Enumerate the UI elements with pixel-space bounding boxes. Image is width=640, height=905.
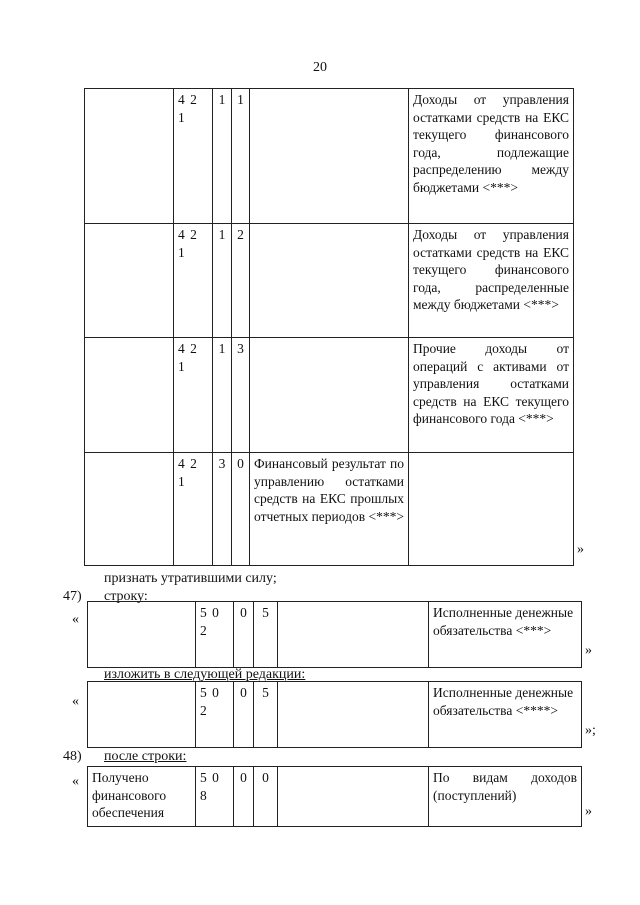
table-row <box>85 224 574 338</box>
table-cell-code-2: 1 <box>213 338 232 453</box>
table-cell-name <box>250 89 409 224</box>
table-cell-code: 4 2 1 <box>174 338 213 453</box>
close-quote: » <box>585 804 592 819</box>
table-cell-code-3: 1 <box>232 89 250 224</box>
table-cell-code-2: 0 <box>234 602 254 668</box>
table-cell-code-2: 1 <box>213 89 232 224</box>
item-47-number: 47) <box>63 589 82 604</box>
table-cell-name <box>250 338 409 453</box>
state-as-text: изложить в следующей редакции: <box>104 667 306 682</box>
table-cell-code-3: 3 <box>232 338 250 453</box>
table-row <box>88 767 582 827</box>
table-cell-first <box>88 682 196 748</box>
close-quote: » <box>585 643 592 658</box>
row-48-table <box>87 766 582 827</box>
table-cell-first <box>85 453 174 566</box>
table-row <box>88 602 582 668</box>
table-cell-code: 4 2 1 <box>174 453 213 566</box>
table-cell-desc: Прочие доходы от операций с активами от управления остатками средств на ЕКС текущего финансового года <***> <box>409 338 574 453</box>
table-cell-desc: Доходы от управления остатками средств на ЕКС текущего финансового года, подлежащие распределению между бюджетами <***> <box>409 89 574 224</box>
table-cell-name: Финансовый результат по управлению остатками средств на ЕКС прошлых отчетных периодов <***> <box>250 453 409 566</box>
row-47-new-table <box>87 681 582 748</box>
table-cell-first <box>85 89 174 224</box>
open-quote: « <box>72 774 79 789</box>
table-cell-code-3: 0 <box>232 453 250 566</box>
item-48-number: 48) <box>63 749 82 764</box>
table-cell-desc <box>409 453 574 566</box>
table-cell-first: Получено финансового обеспечения <box>88 767 196 827</box>
table-cell-code-3: 5 <box>254 602 278 668</box>
open-quote: « <box>72 612 79 627</box>
table-cell-name <box>278 767 429 827</box>
table-cell-desc: Исполненные денежные обязательства <****> <box>429 682 582 748</box>
table-cell-code: 4 2 1 <box>174 224 213 338</box>
table-cell-desc: Исполненные денежные обязательства <***> <box>429 602 582 668</box>
table-cell-first <box>85 338 174 453</box>
table-cell-code-3: 5 <box>254 682 278 748</box>
close-quote: »; <box>585 723 596 738</box>
table-row <box>88 682 582 748</box>
table-cell-code-2: 3 <box>213 453 232 566</box>
table-cell-code: 5 0 2 <box>196 682 234 748</box>
table-cell-desc: По видам доходов (поступлений) <box>429 767 582 827</box>
table-cell-name <box>250 224 409 338</box>
table-cell-code-2: 0 <box>234 767 254 827</box>
table-cell-name <box>278 602 429 668</box>
item-48-text: после строки: <box>104 749 187 764</box>
table-cell-desc: Доходы от управления остатками средств на ЕКС текущего финансового года, распределенные между бюджетами <***> <box>409 224 574 338</box>
item-47-text: строку: <box>104 589 148 604</box>
table-row <box>85 453 574 566</box>
table-row <box>85 89 574 224</box>
table-row <box>85 338 574 453</box>
accounts-table-top <box>84 88 574 566</box>
table-cell-code: 4 2 1 <box>174 89 213 224</box>
closing-quote: » <box>577 542 584 557</box>
table-cell-code-3: 0 <box>254 767 278 827</box>
table-cell-first <box>88 602 196 668</box>
table-cell-code: 5 0 8 <box>196 767 234 827</box>
table-cell-name <box>278 682 429 748</box>
table-cell-code-3: 2 <box>232 224 250 338</box>
table-cell-code-2: 1 <box>213 224 232 338</box>
recognize-invalid-text: признать утратившими силу; <box>104 571 277 586</box>
table-cell-code: 5 0 2 <box>196 602 234 668</box>
row-47-old-table <box>87 601 582 668</box>
table-cell-first <box>85 224 174 338</box>
page-number: 20 <box>313 60 327 75</box>
table-cell-code-2: 0 <box>234 682 254 748</box>
open-quote: « <box>72 694 79 709</box>
